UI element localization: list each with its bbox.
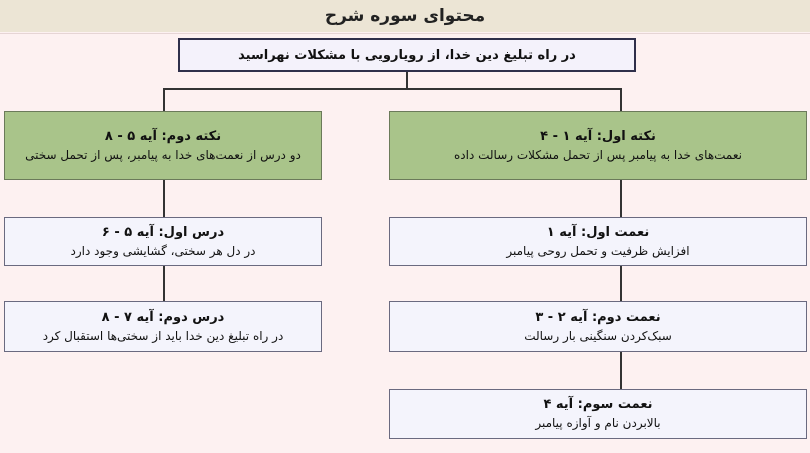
- connector-blessing2-to-blessing3: [620, 352, 622, 389]
- connector-root-down: [406, 72, 408, 89]
- point-two-title: نکته دوم: آیه ۵ - ۸: [104, 128, 222, 144]
- connector-right-point-to-blessing1: [620, 180, 622, 217]
- connector-blessing1-to-blessing2: [620, 266, 622, 301]
- blessing-one-title: نعمت اول: آیه ۱: [546, 224, 650, 240]
- blessing-one-box: [389, 217, 807, 266]
- lesson-two-text: در راه تبلیغ دین خدا باید از سختی‌ها استقبال کرد: [42, 328, 284, 343]
- blessing-three-box: [389, 389, 807, 439]
- connector-left-down: [163, 88, 165, 111]
- lesson-two-title: درس دوم: آیه ۷ - ۸: [101, 309, 225, 325]
- connector-left-point-to-lesson1: [163, 180, 165, 217]
- blessing-three-title: نعمت سوم: آیه ۴: [543, 397, 653, 412]
- blessing-two-title: نعمت دوم: آیه ۲ - ۳: [535, 309, 661, 325]
- lesson-one-title: درس اول: آیه ۵ - ۶: [101, 224, 225, 240]
- blessing-three-text: بالابردن نام و آوازه پیامبر: [535, 416, 661, 430]
- point-one-text: نعمت‌های خدا به پیامبر پس از تحمل مشکلات رسالت داده: [453, 147, 743, 162]
- lesson-one-box: [4, 217, 322, 266]
- lesson-two-box: [4, 301, 322, 352]
- page-title: [0, 0, 810, 32]
- connector-right-down: [620, 88, 622, 111]
- page-title-text: محتوای سوره شرح: [324, 6, 486, 26]
- point-two-box: [4, 111, 322, 180]
- blessing-one-text: افزایش ظرفیت و تحمل روحی پیامبر: [506, 243, 690, 258]
- point-one-title: نکته اول: آیه ۱ - ۴: [540, 128, 656, 144]
- blessing-two-box: [389, 301, 807, 352]
- connector-horizontal: [163, 88, 622, 90]
- point-one-box: [389, 111, 807, 180]
- root-box: [178, 38, 636, 72]
- point-two-text: دو درس از نعمت‌های خدا به پیامبر، پس از تحمل سختی: [25, 147, 301, 162]
- connector-lesson1-to-lesson2: [163, 266, 165, 301]
- lesson-one-text: در دل هر سختی، گشایشی وجود دارد: [70, 243, 256, 258]
- blessing-two-text: سبک‌کردن سنگینی بار رسالت: [524, 328, 672, 343]
- root-text: در راه تبلیغ دین خدا، از رویارویی با مشکلات نهراسید: [238, 47, 576, 63]
